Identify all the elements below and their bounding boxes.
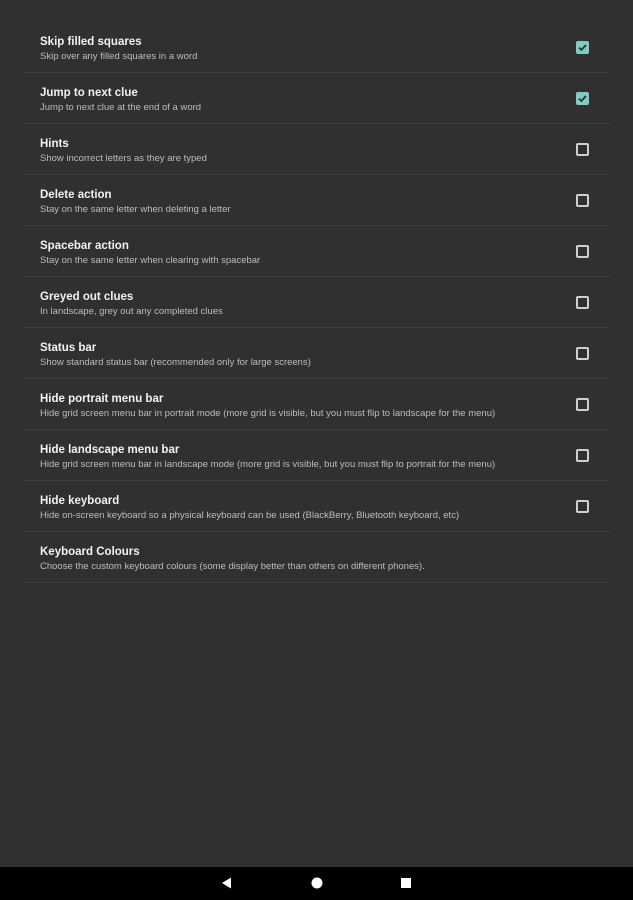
checkbox-unchecked-icon[interactable] — [576, 500, 589, 513]
setting-hints[interactable] — [24, 124, 610, 175]
recents-square-icon[interactable] — [386, 867, 426, 900]
setting-title: Status bar — [40, 342, 97, 354]
setting-title: Skip filled squares — [40, 36, 142, 48]
setting-summary: Show standard status bar (recommended only for large screens) — [40, 357, 311, 368]
checkbox-unchecked-icon[interactable] — [576, 143, 589, 156]
home-circle-icon[interactable] — [297, 867, 337, 900]
setting-hide-landscape-menu-bar[interactable] — [24, 430, 610, 481]
setting-summary: Hide grid screen menu bar in landscape mode (more grid is visible, but you must flip to portrait for the menu) — [40, 459, 496, 470]
checkbox-unchecked-icon[interactable] — [576, 398, 589, 411]
setting-title: Keyboard Colours — [40, 546, 140, 558]
setting-title: Greyed out clues — [40, 291, 134, 303]
setting-summary: Stay on the same letter when deleting a letter — [40, 204, 231, 215]
setting-title: Hide portrait menu bar — [40, 393, 164, 405]
setting-summary: Jump to next clue at the end of a word — [40, 102, 202, 113]
navigation-bar — [0, 867, 633, 900]
settings-list — [24, 22, 610, 583]
setting-title: Hints — [40, 138, 69, 150]
setting-hide-portrait-menu-bar[interactable] — [24, 379, 610, 430]
back-triangle-icon[interactable] — [207, 867, 247, 900]
checkbox-unchecked-icon[interactable] — [576, 449, 589, 462]
setting-summary: Hide grid screen menu bar in portrait mode (more grid is visible, but you must flip to landscape for the menu) — [40, 408, 496, 419]
setting-title: Jump to next clue — [40, 87, 138, 99]
setting-summary: Show incorrect letters as they are typed — [40, 153, 207, 164]
setting-jump-to-next-clue[interactable] — [24, 73, 610, 124]
checkbox-unchecked-icon[interactable] — [576, 245, 589, 258]
checkbox-unchecked-icon[interactable] — [576, 296, 589, 309]
setting-skip-filled-squares[interactable] — [24, 22, 610, 73]
setting-hide-keyboard[interactable] — [24, 481, 610, 532]
setting-spacebar-action[interactable] — [24, 226, 610, 277]
setting-summary: Stay on the same letter when clearing with spacebar — [40, 255, 261, 266]
checkbox-checked-icon[interactable] — [576, 92, 589, 105]
setting-title: Hide landscape menu bar — [40, 444, 180, 456]
checkbox-unchecked-icon[interactable] — [576, 194, 589, 207]
setting-greyed-out-clues[interactable] — [24, 277, 610, 328]
checkbox-checked-icon[interactable] — [576, 41, 589, 54]
setting-title: Delete action — [40, 189, 112, 201]
setting-delete-action[interactable] — [24, 175, 610, 226]
setting-summary: Skip over any filled squares in a word — [40, 51, 198, 62]
setting-summary: In landscape, grey out any completed clues — [40, 306, 223, 317]
setting-summary: Choose the custom keyboard colours (some display better than others on different phones). — [40, 561, 425, 572]
setting-title: Spacebar action — [40, 240, 129, 252]
setting-title: Hide keyboard — [40, 495, 120, 507]
setting-status-bar[interactable] — [24, 328, 610, 379]
setting-keyboard-colours[interactable] — [24, 532, 610, 583]
checkbox-unchecked-icon[interactable] — [576, 347, 589, 360]
setting-summary: Hide on-screen keyboard so a physical keyboard can be used (BlackBerry, Bluetooth keyboard, etc) — [40, 510, 460, 521]
